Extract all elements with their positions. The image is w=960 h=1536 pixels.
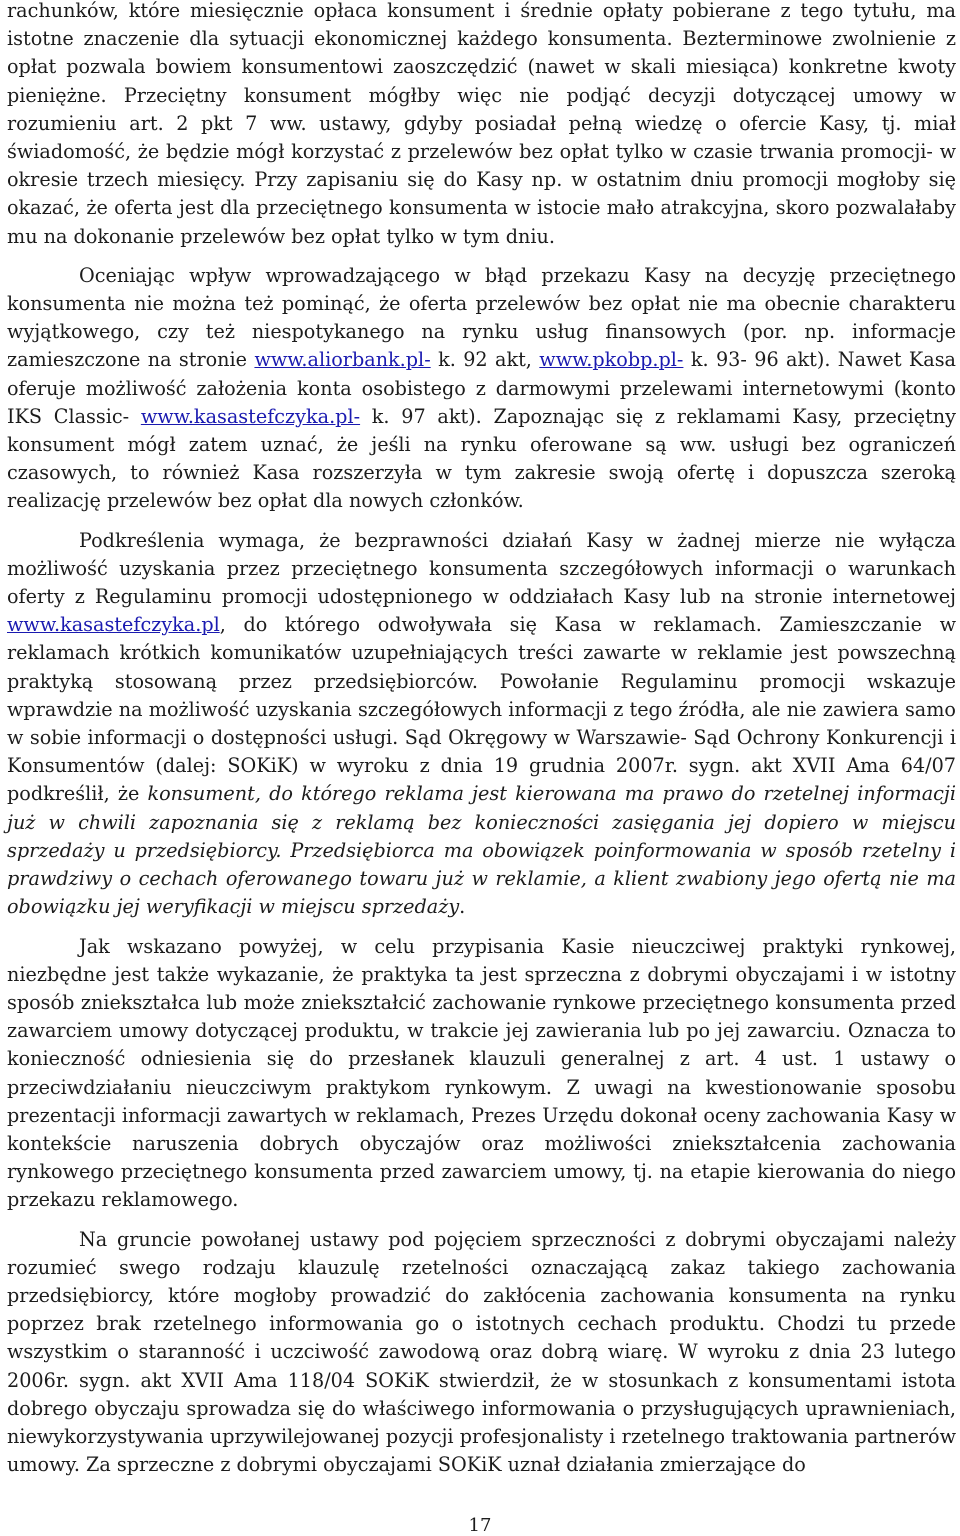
paragraph-3 <box>7 527 956 922</box>
link-pkobp[interactable]: www.pkobp.pl- <box>539 348 684 372</box>
paragraph-2 <box>7 262 956 516</box>
paragraph-2-text-1: Oceniając wpływ wprowadzającego w błąd przekazu Kasy na decyzję przeciętnego konsumenta nie można też pominąć, że oferta przelewów bez opłat nie ma obecnie charakteru wyjątkowego, czy też niespotykanego na rynku usług finansowych (por. np. informacje zamieszczone na stronie <box>7 263 956 372</box>
paragraph-5: Na gruncie powołanej ustawy pod pojęciem sprzeczności z dobrymi obyczajami należy rozumieć swego rodzaju klauzulę rzetelności oznaczającą zakaz takiego zachowania przedsiębiorcy, które mogłoby prowadzić do zakłócenia zachowania konsumenta na rynku poprzez brak rzetelnego informowania go o istotnych cechach produktu. Chodzi tu przede wszystkim o staranność i uczciwość zawodową oraz dobrą wiarę. W wyroku z dnia 23 lutego 2006r. sygn. akt XVII Ama 118/04 SOKiK stwierdził, że w stosunkach z konsumentami istota dobrego obyczaju sprowadza się do właściwego informowania o przysługujących uprawnieniach, niewykorzystywania uprzywilejowanej pozycji profesjonalisty i rzetelnego traktowania partnerów umowy. Za sprzeczne z dobrymi obyczajami SOKiK uznał działania zmierzające do <box>7 1227 956 1477</box>
link-aliorbank[interactable]: www.aliorbank.pl- <box>254 348 431 372</box>
paragraph-2-text-4: k. 97 akt). Zapoznając się z reklamami Kasy, przeciętny konsument mógł zatem uznać, że jeśli na rynku oferowane są ww. usługi bez ograniczeń czasowych, to również Kasa rozszerzyła w tym zakresie swoją ofertę i dopuszcza szeroką realizację przelewów bez opłat dla nowych członków. <box>7 404 957 513</box>
paragraph-3-text-2: , do którego odwoływała się Kasa w reklamach. Zamieszczanie w reklamach krótkich komunikatów uzupełniających treści zawarte w reklamie jest powszechną praktyką stosowaną przez przedsiębiorców. Powołanie Regulaminu promocji wskazuje wprawdzie na możliwość uzyskania szczegółowych informacji z tego źródła, ale nie zawiera samo w sobie informacji o dostępności usługi. Sąd Okręgowy w Warszawie- Sąd Ochrony Konkurencji i Konsumentów (dalej: SOKiK) w wyroku z dnia 19 grudnia 2007r. sygn. akt XVII Ama 64/07 podkreślił, że <box>7 613 956 806</box>
paragraph-2-text-3: k. 93- 96 akt). Nawet Kasa oferuje możliwość założenia konta osobistego z darmowymi przelewami internetowymi (konto IKS Classic- <box>7 348 956 428</box>
page-number: 17 <box>468 1515 492 1536</box>
link-kasastefczyka-regulamin[interactable]: www.kasastefczyka.pl <box>7 613 220 637</box>
paragraph-1: rachunków, które miesięcznie opłaca konsument i średnie opłaty pobierane z tego tytułu, ma istotne znaczenie dla sytuacji ekonomicznej każdego konsumenta. Bezterminowe zwolnienie z opłat pozwala bowiem konsumentowi zaoszczędzić (nawet w skali miesiąca) konkretne kwoty pieniężne. Przeciętny konsument mógłby więc nie podjąć decyzji dotyczącej umowy w rozumieniu art. 2 pkt 7 ww. ustawy, gdyby posiadał pełną wiedzę o ofercie Kasy, tj. miał świadomość, że będzie mógł korzystać z przelewów bez opłat tylko w czasie trwania promocji- w okresie trzech miesięcy. Przy zapisaniu się do Kasy np. w ostatnim dniu promocji mogłoby się okazać, że oferta jest dla przeciętnego konsumenta w istocie mało atrakcyjna, skoro pozwalałaby mu na dokonanie przelewów bez opłat tylko w tym dniu. <box>7 0 956 248</box>
paragraph-2-text-2: k. 92 akt, <box>430 348 540 372</box>
link-kasastefczyka[interactable]: www.kasastefczyka.pl- <box>140 404 361 428</box>
court-quote: konsument, do którego reklama jest kierowana ma prawo do rzetelnej informacji już w chwili zapoznania się z reklamą bez konieczności zasięgania jej dopiero w miejscu sprzedaży u przedsiębiorcy. Przedsiębiorca ma obowiązek poinformowania w sposób rzetelny i prawdziwy o cechach oferowanego towaru już w reklamie, a klient zwabiony jego ofertą nie ma obowiązku jej weryfikacji w miejscu sprzedaży <box>7 782 956 919</box>
paragraph-3-text-3: . <box>459 895 466 919</box>
paragraph-4: Jak wskazano powyżej, w celu przypisania Kasie nieuczciwej praktyki rynkowej, niezbędne jest także wykazanie, że praktyka ta jest sprzeczna z dobrymi obyczajami i w istotny sposób zniekształca lub może zniekształcić zachowanie rynkowe przeciętnego konsumenta przed zawarciem umowy dotyczącej produktu, w trakcie jej zawierania lub po jej zawarciu. Oznacza to konieczność odniesienia się do przesłanek klauzuli generalnej z art. 4 ust. 1 ustawy o przeciwdziałaniu nieuczciwym praktykom rynkowym. Z uwagi na kwestionowanie sposobu prezentacji informacji zawartych w reklamach, Prezes Urzędu dokonał oceny zachowania Kasy w kontekście naruszenia dobrych obyczajów oraz możliwości zniekształcenia zachowania rynkowego przeciętnego konsumenta przed zawarciem umowy, tj. na etapie kierowania do niego przekazu reklamowego. <box>7 934 956 1212</box>
document-body <box>7 0 956 1479</box>
paragraph-3-text-1: Podkreślenia wymaga, że bezprawności działań Kasy w żadnej mierze nie wyłącza możliwość uzyskania przez przeciętnego konsumenta szczegółowych informacji o warunkach oferty z Regulaminu promocji udostępnionego w oddziałach Kasy lub na stronie internetowej <box>7 528 956 609</box>
